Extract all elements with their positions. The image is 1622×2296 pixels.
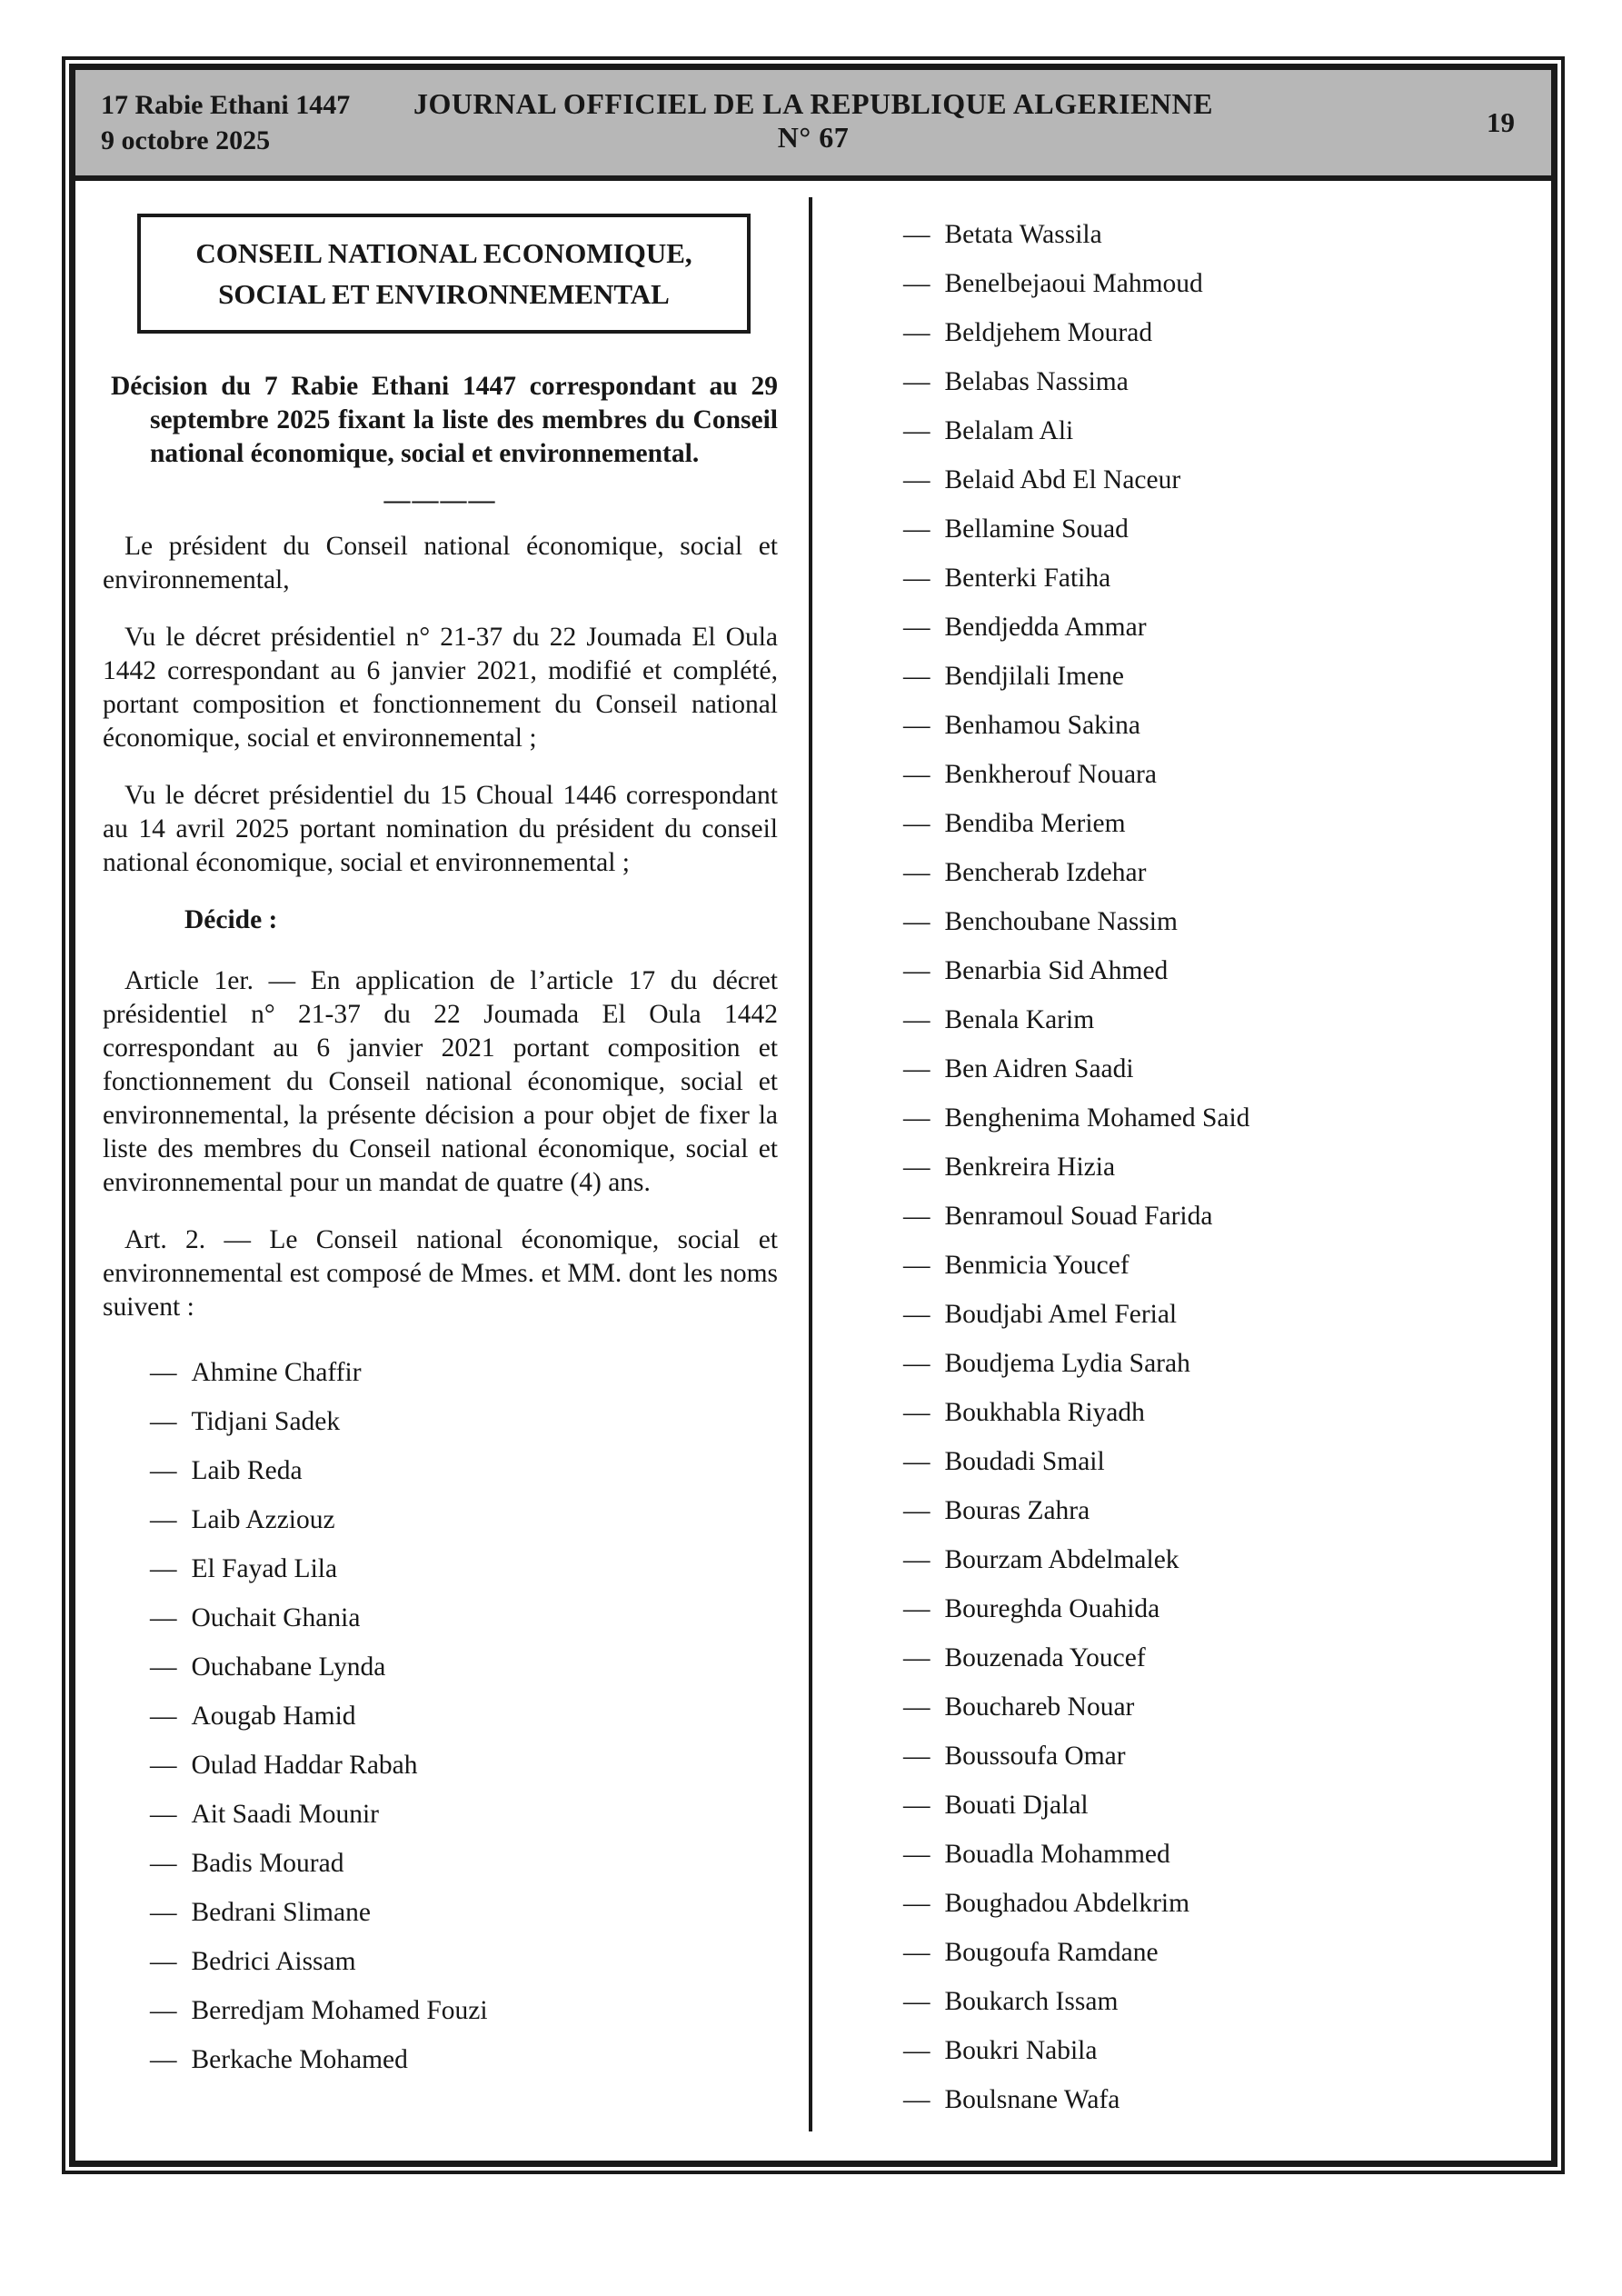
paragraph-article1: Article 1er. — En application de l’article 17 du décret présidentiel n° 21-37 du 22 Joumada El Oula 1442 correspondant au 6 janvier 2021 portant composition et fonctionnement du Conseil national économique, social et environnemental, la présente décision a pour objet de fixer la liste des membres du Conseil national économique, social et environnemental pour un mandat de quatre (4) ans. <box>103 966 778 1197</box>
member-item <box>856 652 1524 701</box>
member-name: Bendjilali Imene <box>944 662 1124 691</box>
member-item <box>103 1544 778 1593</box>
list-dash: — <box>150 1947 177 1976</box>
list-dash: — <box>903 1300 930 1329</box>
member-item <box>103 1692 778 1741</box>
org-title-line2: SOCIAL ET ENVIRONNEMENTAL <box>218 278 670 310</box>
member-item <box>103 1397 778 1446</box>
member-item <box>856 1781 1524 1830</box>
member-name: Benramoul Souad Farida <box>944 1202 1213 1231</box>
list-dash: — <box>903 1594 930 1623</box>
list-dash: — <box>150 1407 177 1436</box>
member-item <box>856 259 1524 308</box>
member-item <box>856 1830 1524 1879</box>
member-name: Belalam Ali <box>944 416 1074 445</box>
member-name: Bendjedda Ammar <box>944 613 1147 642</box>
list-dash: — <box>150 1603 177 1632</box>
list-dash: — <box>903 809 930 838</box>
list-dash: — <box>903 956 930 985</box>
member-item <box>856 603 1524 652</box>
member-name: Bouras Zahra <box>944 1496 1090 1525</box>
member-item <box>856 1486 1524 1535</box>
list-dash: — <box>903 1349 930 1378</box>
page-number: 19 <box>1487 106 1515 138</box>
member-name: Ahmine Chaffir <box>191 1358 362 1387</box>
member-name: Bougoufa Ramdane <box>944 1938 1159 1967</box>
member-name: Benelbejaoui Mahmoud <box>944 269 1203 298</box>
member-name: Ait Saadi Mounir <box>191 1800 379 1829</box>
member-list-left <box>103 1348 778 2084</box>
member-list-right <box>856 210 1524 2124</box>
member-name: Bouchareb Nouar <box>944 1692 1135 1722</box>
member-item <box>856 2026 1524 2075</box>
member-name: Boussoufa Omar <box>944 1742 1126 1771</box>
list-dash: — <box>903 564 930 593</box>
paragraph-visa1: Vu le décret présidentiel n° 21-37 du 22 Joumada El Oula 1442 correspondant au 6 janvier 2021, modifié et complété, portant composition et fonctionnement du Conseil national économique, social et environnemental ; <box>103 623 778 753</box>
member-name: Tidjani Sadek <box>191 1407 341 1436</box>
member-name: Berredjam Mohamed Fouzi <box>191 1996 488 2025</box>
member-name: Benala Karim <box>944 1005 1095 1034</box>
member-name: Aougab Hamid <box>191 1702 356 1731</box>
member-name: Badis Mourad <box>191 1849 344 1878</box>
member-name: Bedrani Slimane <box>191 1898 371 1927</box>
column-divider <box>809 197 812 2131</box>
member-name: Benmicia Youcef <box>944 1251 1129 1280</box>
member-name: Boulsnane Wafa <box>944 2085 1120 2114</box>
org-title-line1: CONSEIL NATIONAL ECONOMIQUE, <box>195 237 692 269</box>
member-name: Benkreira Hizia <box>944 1153 1116 1182</box>
header-date-hijri: 17 Rabie Ethani 1447 <box>101 90 351 120</box>
page-frame <box>62 56 1565 2174</box>
member-item <box>103 2035 778 2084</box>
member-item <box>856 701 1524 750</box>
list-dash: — <box>150 1751 177 1780</box>
list-dash: — <box>903 858 930 887</box>
header-date-gregorian: 9 octobre 2025 <box>101 125 271 155</box>
section-separator: ———— <box>383 485 497 514</box>
list-dash: — <box>150 1456 177 1485</box>
list-dash: — <box>150 1554 177 1583</box>
list-dash: — <box>903 1496 930 1525</box>
list-dash: — <box>903 1153 930 1182</box>
member-name: Bouadla Mohammed <box>944 1840 1170 1869</box>
member-name: Benterki Fatiha <box>944 564 1111 593</box>
member-name: Beldjehem Mourad <box>944 318 1153 347</box>
member-name: Bellamine Souad <box>944 514 1129 544</box>
list-dash: — <box>903 1987 930 2016</box>
member-item <box>856 750 1524 799</box>
member-name: Laib Reda <box>191 1456 303 1485</box>
member-item <box>856 1928 1524 1977</box>
list-dash: — <box>150 1358 177 1387</box>
member-item <box>103 1348 778 1397</box>
list-dash: — <box>903 1545 930 1574</box>
list-dash: — <box>903 711 930 740</box>
page-content <box>75 181 1551 2161</box>
member-item <box>856 1879 1524 1928</box>
member-item <box>103 1986 778 2035</box>
list-dash: — <box>903 269 930 298</box>
org-title-box <box>137 214 751 334</box>
member-item <box>856 357 1524 406</box>
member-item <box>856 1192 1524 1241</box>
decision-heading: Décision du 7 Rabie Ethani 1447 correspondant au 29 septembre 2025 fixant la liste des membres du Conseil national économique, social et environnemental. <box>111 372 778 468</box>
member-item <box>856 406 1524 455</box>
list-dash: — <box>903 1202 930 1231</box>
list-dash: — <box>903 1103 930 1133</box>
right-column <box>809 181 1551 2161</box>
list-dash: — <box>903 514 930 544</box>
member-item <box>856 210 1524 259</box>
member-item <box>856 554 1524 603</box>
member-item <box>856 897 1524 946</box>
member-item <box>856 995 1524 1044</box>
member-name: Bedrici Aissam <box>191 1947 356 1976</box>
list-dash: — <box>150 1702 177 1731</box>
list-dash: — <box>150 1898 177 1927</box>
decide-label: Décide : <box>184 905 278 934</box>
member-name: Boudjema Lydia Sarah <box>944 1349 1190 1378</box>
list-dash: — <box>903 416 930 445</box>
left-column <box>75 181 809 2161</box>
member-item <box>856 1535 1524 1584</box>
member-name: Benhamou Sakina <box>944 711 1140 740</box>
member-name: Bourzam Abdelmalek <box>944 1545 1179 1574</box>
member-item <box>856 1093 1524 1143</box>
member-name: Laib Azziouz <box>191 1505 335 1534</box>
member-item <box>856 799 1524 848</box>
member-name: Boudjabi Amel Ferial <box>944 1300 1178 1329</box>
member-name: Belabas Nassima <box>944 367 1129 396</box>
member-name: Benkherouf Nouara <box>944 760 1157 789</box>
member-name: Boudadi Smail <box>944 1447 1105 1476</box>
list-dash: — <box>903 1398 930 1427</box>
member-name: El Fayad Lila <box>191 1554 338 1583</box>
list-dash: — <box>903 2036 930 2065</box>
member-item <box>856 504 1524 554</box>
paragraph-article2: Art. 2. — Le Conseil national économique, social et environnemental est composé de Mmes. et MM. dont les noms suivent : <box>103 1225 778 1322</box>
member-item <box>856 1388 1524 1437</box>
list-dash: — <box>903 465 930 494</box>
member-item <box>103 1642 778 1692</box>
journal-title: JOURNAL OFFICIEL DE LA REPUBLIQUE ALGERIENNE N° 67 <box>413 87 1213 154</box>
member-item <box>103 1446 778 1495</box>
member-item <box>103 1741 778 1790</box>
member-name: Belaid Abd El Naceur <box>944 465 1181 494</box>
list-dash: — <box>150 1800 177 1829</box>
list-dash: — <box>903 1692 930 1722</box>
list-dash: — <box>903 1251 930 1280</box>
member-name: Benghenima Mohamed Said <box>944 1103 1250 1133</box>
member-item <box>103 1495 778 1544</box>
list-dash: — <box>903 662 930 691</box>
member-item <box>103 1790 778 1839</box>
list-dash: — <box>903 1005 930 1034</box>
member-name: Boukarch Issam <box>944 1987 1119 2016</box>
list-dash: — <box>903 1742 930 1771</box>
list-dash: — <box>150 1996 177 2025</box>
member-name: Ouchait Ghania <box>191 1603 361 1632</box>
member-name: Bouzenada Youcef <box>944 1643 1146 1672</box>
member-item <box>856 1437 1524 1486</box>
list-dash: — <box>903 613 930 642</box>
list-dash: — <box>150 1849 177 1878</box>
list-dash: — <box>903 1054 930 1083</box>
member-item <box>103 1937 778 1986</box>
member-name: Benchoubane Nassim <box>944 907 1178 936</box>
member-item <box>856 1682 1524 1732</box>
member-name: Bouati Djalal <box>944 1791 1089 1820</box>
member-name: Boukri Nabila <box>944 2036 1098 2065</box>
list-dash: — <box>903 367 930 396</box>
member-item <box>856 1633 1524 1682</box>
member-item <box>103 1593 778 1642</box>
member-item <box>856 1977 1524 2026</box>
member-item <box>856 2075 1524 2124</box>
list-dash: — <box>903 220 930 249</box>
member-item <box>856 946 1524 995</box>
header-dates <box>101 87 401 158</box>
list-dash: — <box>150 1652 177 1682</box>
member-name: Ben Aidren Saadi <box>944 1054 1134 1083</box>
list-dash: — <box>150 1505 177 1534</box>
member-item <box>856 1241 1524 1290</box>
member-name: Boughadou Abdelkrim <box>944 1889 1190 1918</box>
paragraph-president: Le président du Conseil national économique, social et environnemental, <box>103 532 778 594</box>
list-dash: — <box>903 1791 930 1820</box>
list-dash: — <box>903 1643 930 1672</box>
member-item <box>856 1584 1524 1633</box>
member-item <box>856 1732 1524 1781</box>
list-dash: — <box>903 2085 930 2114</box>
member-name: Oulad Haddar Rabah <box>191 1751 418 1780</box>
list-dash: — <box>150 2045 177 2074</box>
list-dash: — <box>903 760 930 789</box>
list-dash: — <box>903 1938 930 1967</box>
member-item <box>856 308 1524 357</box>
member-name: Bencherab Izdehar <box>944 858 1147 887</box>
member-item <box>856 1143 1524 1192</box>
member-name: Boukhabla Riyadh <box>944 1398 1145 1427</box>
member-item <box>856 1290 1524 1339</box>
paragraph-visa2: Vu le décret présidentiel du 15 Choual 1446 correspondant au 14 avril 2025 portant nomination du président du conseil national économique, social et environnemental ; <box>103 781 778 877</box>
member-item <box>103 1888 778 1937</box>
frame-inner <box>69 64 1557 2167</box>
member-item <box>856 455 1524 504</box>
list-dash: — <box>903 907 930 936</box>
member-item <box>856 1044 1524 1093</box>
member-item <box>103 1839 778 1888</box>
member-name: Boureghda Ouahida <box>944 1594 1160 1623</box>
member-name: Betata Wassila <box>944 220 1102 249</box>
member-item <box>856 1339 1524 1388</box>
list-dash: — <box>903 1840 930 1869</box>
member-name: Ouchabane Lynda <box>191 1652 386 1682</box>
list-dash: — <box>903 318 930 347</box>
list-dash: — <box>903 1447 930 1476</box>
member-item <box>856 848 1524 897</box>
member-name: Berkache Mohamed <box>191 2045 408 2074</box>
member-name: Benarbia Sid Ahmed <box>944 956 1169 985</box>
page-header <box>75 70 1551 181</box>
list-dash: — <box>903 1889 930 1918</box>
member-name: Bendiba Meriem <box>944 809 1126 838</box>
